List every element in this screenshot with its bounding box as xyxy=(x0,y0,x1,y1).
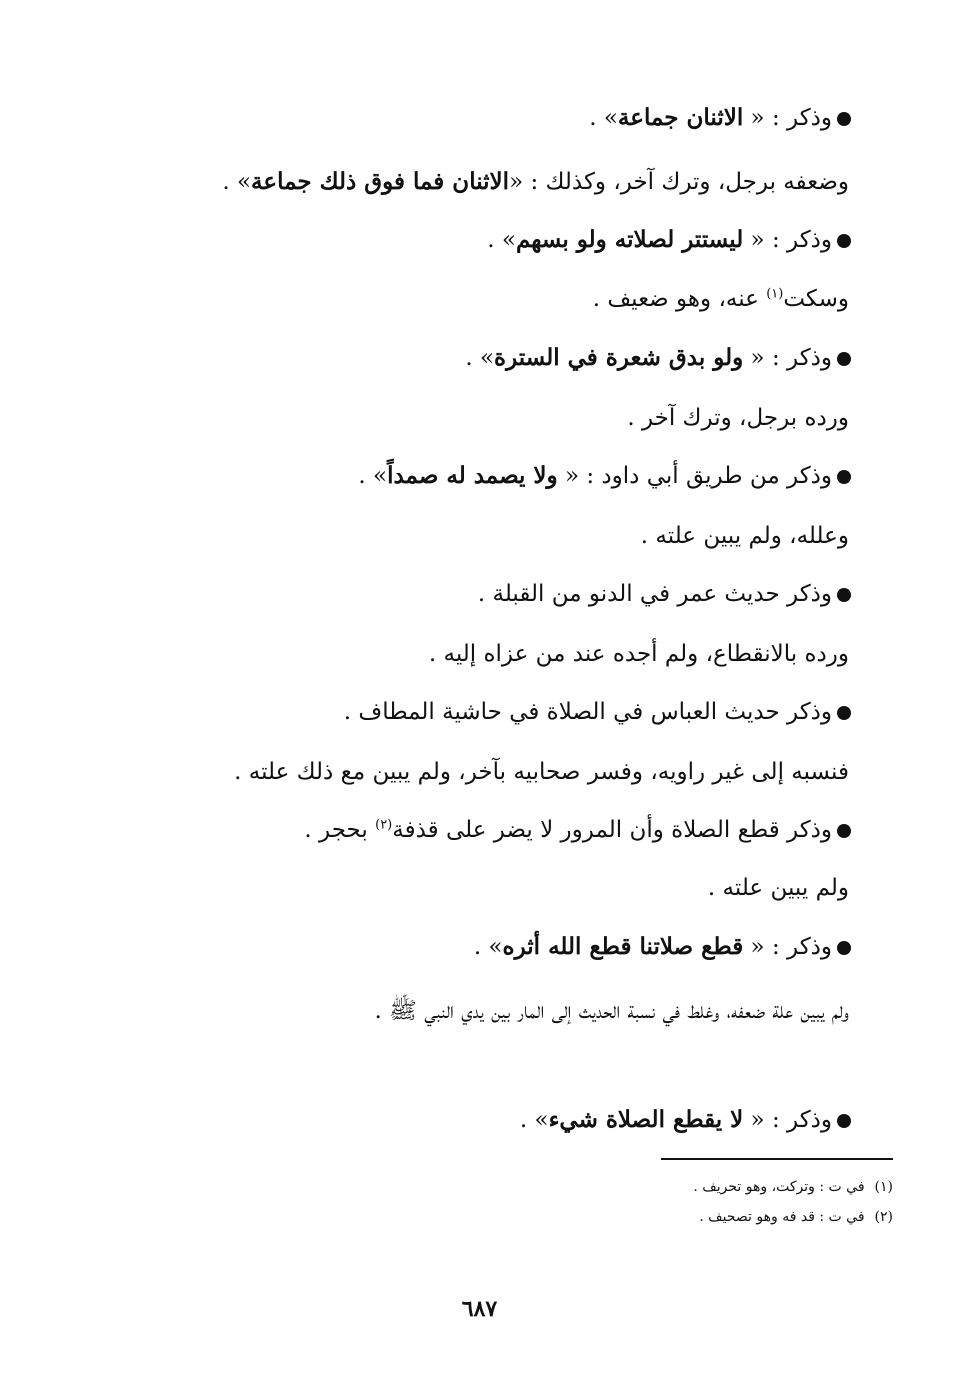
quoted-hadith: ولو بدق شعرة في السترة xyxy=(494,344,744,371)
entry-line-3: وذكر : « ليستتر لصلاته ولو بسهم» . xyxy=(487,224,851,256)
entry-line-5: وذكر : « ولو بدق شعرة في السترة» . xyxy=(465,342,851,374)
quoted-hadith: قطع صلاتنا قطع الله أثره xyxy=(502,933,744,960)
bullet-icon xyxy=(837,352,851,366)
bullet-icon xyxy=(837,824,851,838)
entry-line-13: وذكر قطع الصلاة وأن المرور لا يضر على قذفة$^{(٢)}$ بحجر . xyxy=(304,814,851,846)
entry-line-11: وذكر حديث العباس في الصلاة في حاشية المطاف . xyxy=(344,696,851,728)
bullet-icon xyxy=(837,588,851,602)
footnote-ref-2: (٢) xyxy=(375,817,393,833)
comment-line-8: وعلله، ولم يبين علته . xyxy=(640,523,849,549)
quoted-hadith: لا يقطع الصلاة شيء xyxy=(548,1106,744,1133)
entry-line-17: وذكر : « لا يقطع الصلاة شيء» . xyxy=(520,1104,851,1136)
footnote-2 xyxy=(699,1206,893,1228)
comment-line-6: ورده برجل، وترك آخر . xyxy=(627,405,849,431)
bullet-icon xyxy=(837,234,851,248)
comment-line-14: ولم يبين علته . xyxy=(707,875,849,901)
comment-paragraph-16: ولم يبين علة ضعفه، وغلط في نسبة الحديث إلى المار بين يدي النبي ﷺ . xyxy=(374,998,849,1024)
bullet-icon xyxy=(837,1114,851,1128)
bullet-icon xyxy=(837,941,851,955)
entry-line-1: وذكر : « الاثنان جماعة» . xyxy=(589,102,851,134)
footnote-separator xyxy=(661,1158,893,1160)
comment-line-2: وضعفه برجل، وترك آخر، وكذلك : «الاثنان فما فوق ذلك جماعة» . xyxy=(222,168,849,195)
bullet-icon xyxy=(837,112,851,126)
page-number: ٦٨٧ xyxy=(461,1296,498,1322)
entry-line-9: وذكر حديث عمر في الدنو من القبلة . xyxy=(478,578,851,610)
footnote-number: (١) xyxy=(874,1179,893,1195)
entry-line-7: وذكر من طريق أبي داود : « ولا يصمد له صمداً» . xyxy=(358,460,851,492)
bullet-icon xyxy=(837,470,851,484)
footnote-text: في ت : وتركت، وهو تحريف . xyxy=(693,1179,865,1195)
comment-line-4: وسكت$^{(١)}$ عنه، وهو ضعيف . xyxy=(592,286,849,312)
footnote-ref-1: (١) xyxy=(766,286,784,302)
comment-line-10: ورده بالانقطاع، ولم أجده عند من عزاه إليه . xyxy=(428,641,849,667)
quoted-hadith: ولا يصمد له صمداً xyxy=(387,462,558,489)
quoted-hadith: الاثنان فما فوق ذلك جماعة xyxy=(251,168,510,195)
footnote-number: (٢) xyxy=(874,1209,893,1225)
footnote-1 xyxy=(693,1176,893,1198)
quoted-hadith: الاثنان جماعة xyxy=(617,104,744,131)
footnote-text: في ت : قد فه وهو تصحيف . xyxy=(699,1209,865,1225)
entry-line-15: وذكر : « قطع صلاتنا قطع الله أثره» . xyxy=(474,931,851,963)
comment-line-12: فنسبه إلى غير راويه، وفسر صحابيه بآخر، ولم يبين مع ذلك علته . xyxy=(234,759,849,785)
quoted-hadith: ليستتر لصلاته ولو بسهم xyxy=(515,226,744,253)
bullet-icon xyxy=(837,706,851,720)
